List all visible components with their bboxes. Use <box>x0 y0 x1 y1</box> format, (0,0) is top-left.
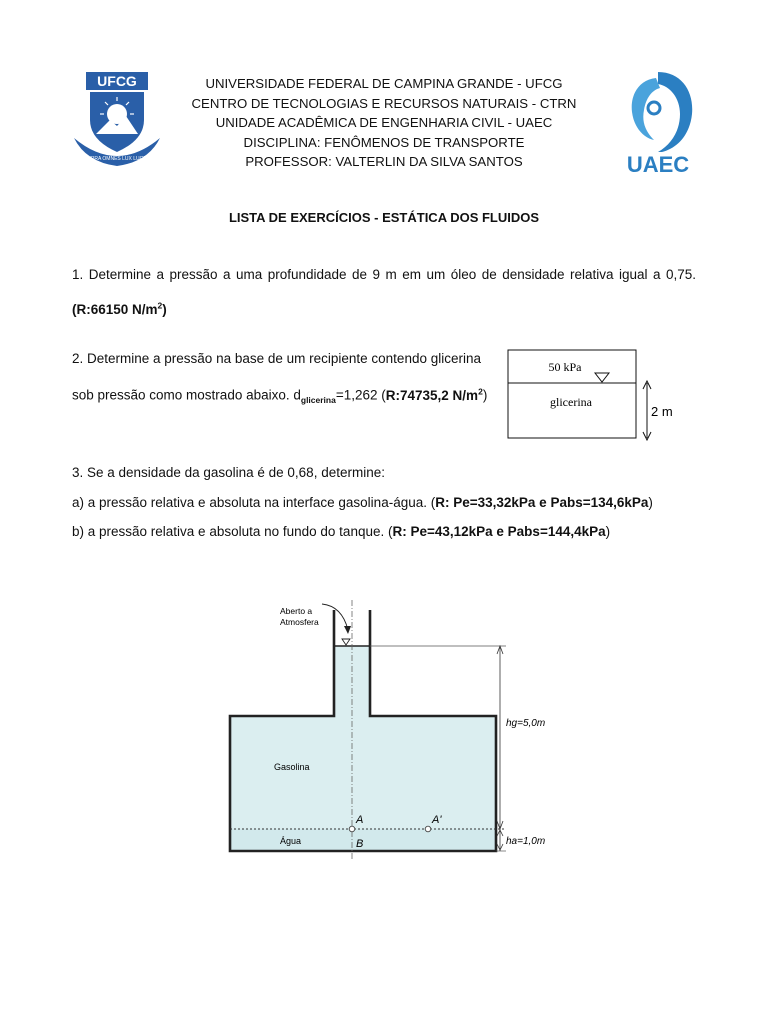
q3b-text: b) a pressão relativa e absoluta no fundo do tanque. ( <box>72 524 393 539</box>
depth-label: 2 m <box>651 404 673 419</box>
point-a-prime-label: A' <box>432 814 442 826</box>
q1-answer-close: ) <box>162 301 167 317</box>
point-a-label: A <box>356 814 364 826</box>
q3a-close: ) <box>648 495 653 510</box>
point-a-marker <box>349 826 355 832</box>
fluid-label: glicerina <box>550 395 592 409</box>
q2-answer-exponent: 2 <box>478 386 483 396</box>
institution-header <box>170 74 598 172</box>
gasoline-label: Gasolina <box>274 762 310 772</box>
gasoline-water-tank-figure <box>220 600 572 862</box>
glycerin-tank-figure <box>505 349 685 441</box>
uaec-logo-text: UAEC <box>626 152 690 176</box>
point-a-prime-marker <box>425 826 431 832</box>
question-3a <box>72 494 696 512</box>
q2-line2-start: sob pressão como mostrado abaixo. d <box>72 387 301 403</box>
header-line-unit: UNIDADE ACADÊMICA DE ENGENHARIA CIVIL - UAEC <box>215 115 553 131</box>
q3a-text: a) a pressão relativa e absoluta na interface gasolina-água. ( <box>72 495 436 510</box>
header-line-center: CENTRO DE TECNOLOGIAS E RECURSOS NATURAIS - CTRN <box>191 95 577 111</box>
question-3-text: 3. Se a densidade da gasolina é de 0,68, determine: <box>72 465 385 480</box>
free-surface-triangle-icon <box>342 639 350 645</box>
uaec-swirl-icon <box>658 72 692 152</box>
question-2-text: 2. Determine a pressão na base de um recipiente contendo glicerina <box>72 351 481 366</box>
free-surface-triangle-icon <box>595 373 609 382</box>
question-2-line2 <box>72 382 502 409</box>
ufcg-logo <box>68 70 166 174</box>
header-line-discipline: DISCIPLINA: FENÔMENOS DE TRANSPORTE <box>243 134 525 150</box>
question-1-text: 1. Determine a pressão a uma profundidade de 9 m em um óleo de densidade relativa igual a 0,75. <box>72 267 696 282</box>
q3b-close: ) <box>605 524 611 539</box>
ufcg-logo-motto: SUPRA OMNES LUX LUCES <box>84 156 150 162</box>
arrow-down-icon <box>344 626 351 634</box>
hg-label: hg=5,0m <box>506 718 546 729</box>
q1-answer-value: (R:66150 N/m <box>72 301 158 317</box>
pressure-label: 50 kPa <box>548 360 582 374</box>
question-1-answer <box>72 296 696 319</box>
q1-answer-exponent: 2 <box>157 300 163 310</box>
open-atmosphere-label-2: Atmosfera <box>280 617 319 627</box>
gasoline-fill <box>230 646 496 829</box>
ha-label: ha=1,0m <box>506 836 546 847</box>
q3b-answer: R: Pe=43,12kPa e Pabs=144,4kPa <box>392 524 606 539</box>
ufcg-logo-text: UFCG <box>97 73 137 89</box>
open-atmosphere-label-1: Aberto a <box>280 606 313 616</box>
header-line-professor: PROFESSOR: VALTERLIN DA SILVA SANTOS <box>245 154 523 170</box>
point-b-label: B <box>356 838 364 850</box>
water-label: Água <box>280 836 302 846</box>
q2-density-value: =1,262 ( <box>335 387 386 403</box>
question-3b <box>72 523 696 541</box>
q2-density-subscript: glicerina <box>300 395 336 406</box>
header-line-university: UNIVERSIDADE FEDERAL DE CAMPINA GRANDE - UFCG <box>205 76 563 91</box>
q2-line2-end: ) <box>482 387 488 403</box>
page-title: LISTA DE EXERCÍCIOS - ESTÁTICA DOS FLUIDOS <box>228 210 540 225</box>
uaec-logo <box>618 68 698 176</box>
q3a-answer: R: Pe=33,32kPa e Pabs=134,6kPa <box>435 495 649 510</box>
q2-answer-value: R:74735,2 N/m <box>385 387 479 403</box>
uaec-ring-icon <box>648 102 660 114</box>
